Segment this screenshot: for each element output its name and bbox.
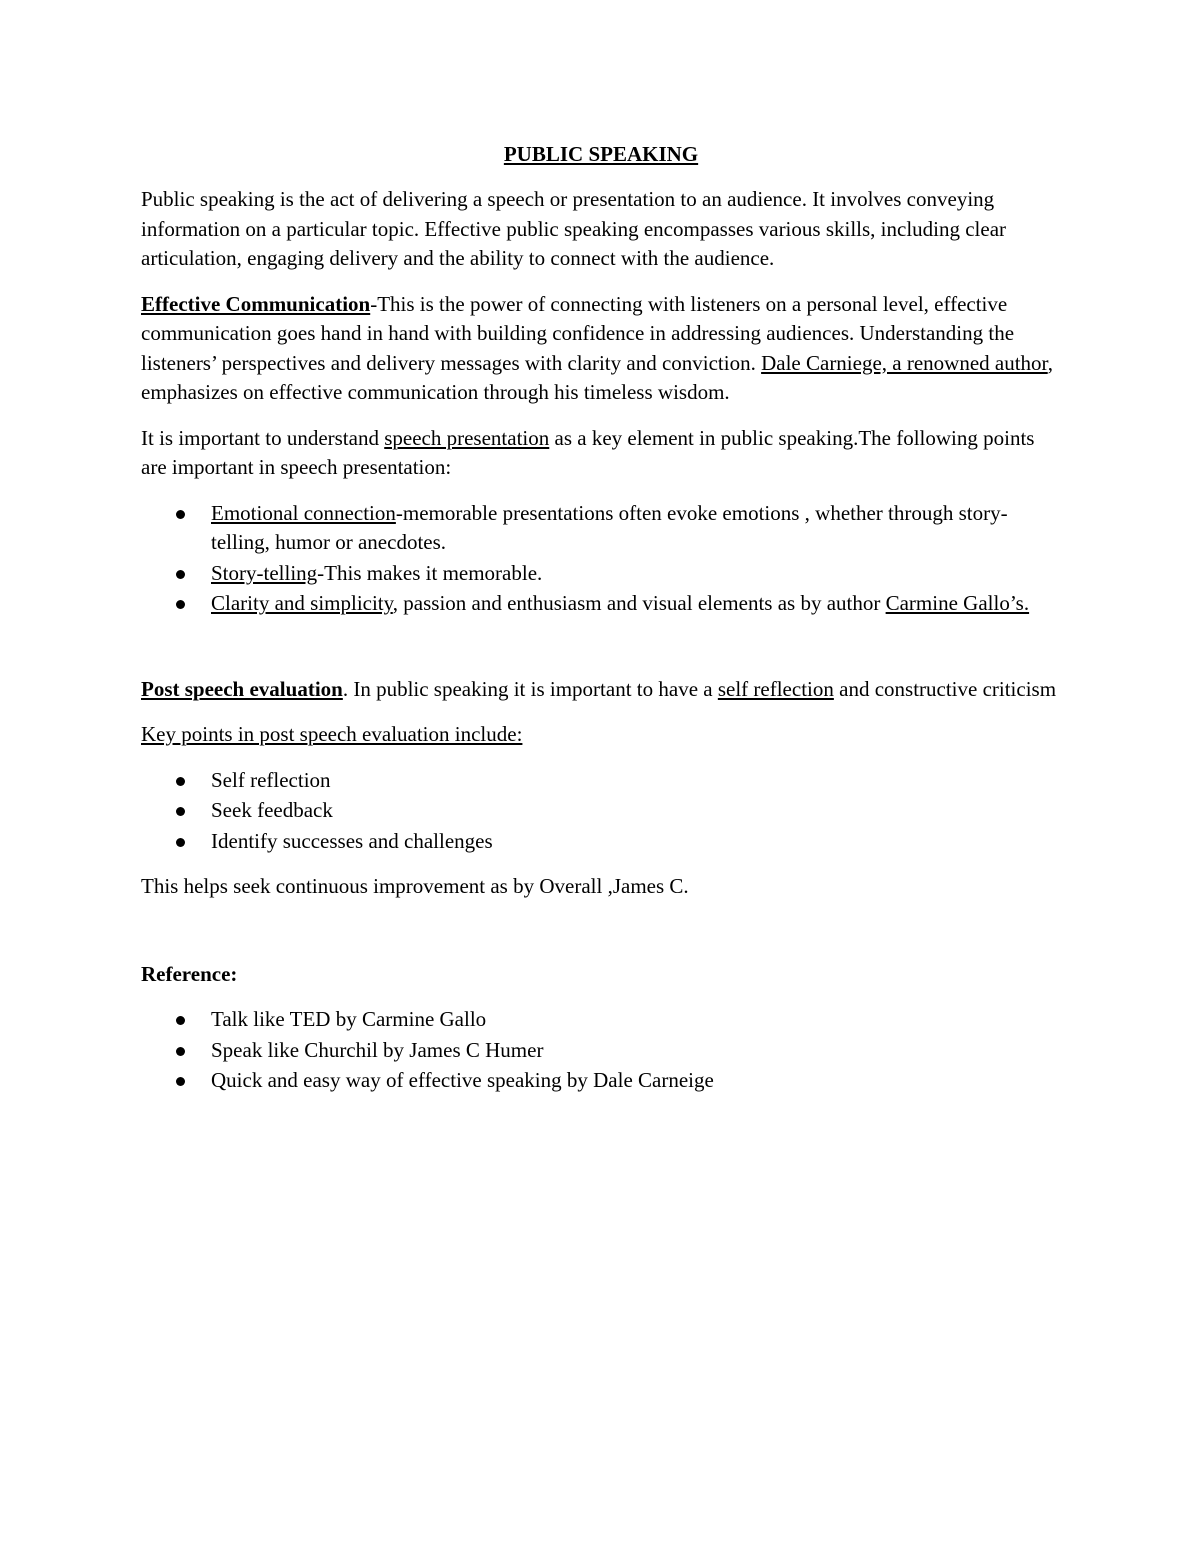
carmine-gallo-reference: Carmine Gallo’s. bbox=[885, 591, 1030, 615]
point-label: Emotional connection bbox=[211, 500, 396, 525]
intro-paragraph: Public speaking is the act of delivering a speech or presentation to an audience. It involves conveying information on a particular topic. Effective public speaking encompasses various skills, including clear articulation, engaging delivery and the ability to connect with the audience. bbox=[141, 187, 1007, 270]
reference-heading: Reference: bbox=[141, 961, 238, 986]
reference-text: Speak like Churchil by James C Humer bbox=[211, 1037, 544, 1062]
list-item bbox=[141, 796, 1061, 826]
reference-text: Quick and easy way of effective speaking by Dale Carneige bbox=[211, 1068, 714, 1092]
spacer bbox=[141, 635, 1061, 675]
point-text: , passion and enthusiasm and visual elements as by author bbox=[392, 591, 886, 615]
bullet-icon bbox=[176, 510, 185, 519]
self-reflection-term: self reflection bbox=[717, 676, 834, 701]
list-item bbox=[141, 766, 1061, 796]
list-item bbox=[141, 1036, 1061, 1066]
speech-presentation-term: speech presentation bbox=[384, 425, 550, 450]
key-points-list bbox=[141, 766, 1061, 857]
presentation-points-list bbox=[141, 499, 1061, 619]
bullet-icon bbox=[176, 777, 185, 786]
speech-presentation-text-end: as a key element in public speaking.The following points are important in speech presentation: bbox=[141, 425, 1035, 479]
key-point-text: Seek feedback bbox=[211, 798, 333, 822]
bullet-icon bbox=[176, 1047, 185, 1056]
post-speech-heading: Post speech evaluation bbox=[141, 676, 343, 701]
dale-carniege-reference: Dale Carniege, a renowned author bbox=[761, 350, 1048, 375]
list-item bbox=[141, 499, 1061, 558]
effective-communication-text: -This is the power of connecting with listeners on a personal level, effective communication goes hand in hand with building confidence in addressing audiences. Understanding the listeners’ perspectives and delivery messages with clarity and conviction. bbox=[141, 291, 1015, 375]
reference-text: Talk like TED by Carmine Gallo bbox=[211, 1007, 487, 1031]
bullet-icon bbox=[176, 1016, 185, 1025]
effective-communication-heading: Effective Communication bbox=[141, 291, 371, 316]
post-speech-text-end: and constructive criticism bbox=[833, 676, 1057, 701]
document-title: PUBLIC SPEAKING bbox=[503, 142, 699, 166]
references-list bbox=[141, 1005, 1061, 1096]
key-point-text: Self reflection bbox=[211, 767, 331, 792]
key-point-text: Identify successes and challenges bbox=[211, 828, 493, 853]
list-item bbox=[141, 1066, 1061, 1096]
list-item bbox=[141, 827, 1061, 857]
list-item bbox=[141, 559, 1061, 589]
bullet-icon bbox=[176, 1077, 185, 1086]
key-points-heading: Key points in post speech evaluation include: bbox=[141, 722, 523, 746]
effective-communication-text-end: , emphasizes on effective communication through his timeless wisdom. bbox=[141, 350, 1053, 404]
list-item bbox=[141, 589, 1061, 619]
spacer bbox=[141, 918, 1061, 960]
effective-communication-paragraph bbox=[141, 290, 1061, 408]
bullet-icon bbox=[176, 600, 185, 609]
post-speech-text: . In public speaking it is important to have a bbox=[342, 676, 718, 701]
conclusion-paragraph: This helps seek continuous improvement as by Overall ,James C. bbox=[141, 874, 689, 898]
point-label: Story-telling bbox=[211, 560, 318, 585]
bullet-icon bbox=[176, 807, 185, 816]
speech-presentation-text: It is important to understand bbox=[141, 425, 385, 450]
speech-presentation-paragraph bbox=[141, 424, 1061, 483]
point-label: Clarity and simplicity bbox=[211, 591, 393, 615]
bullet-icon bbox=[176, 838, 185, 847]
post-speech-paragraph bbox=[141, 675, 1061, 705]
document-page bbox=[141, 140, 1061, 1112]
point-text: -This makes it memorable. bbox=[317, 560, 543, 585]
list-item bbox=[141, 1005, 1061, 1035]
point-text: -memorable presentations often evoke emotions , whether through story-telling, humor or anecdotes. bbox=[211, 500, 1008, 554]
bullet-icon bbox=[176, 570, 185, 579]
